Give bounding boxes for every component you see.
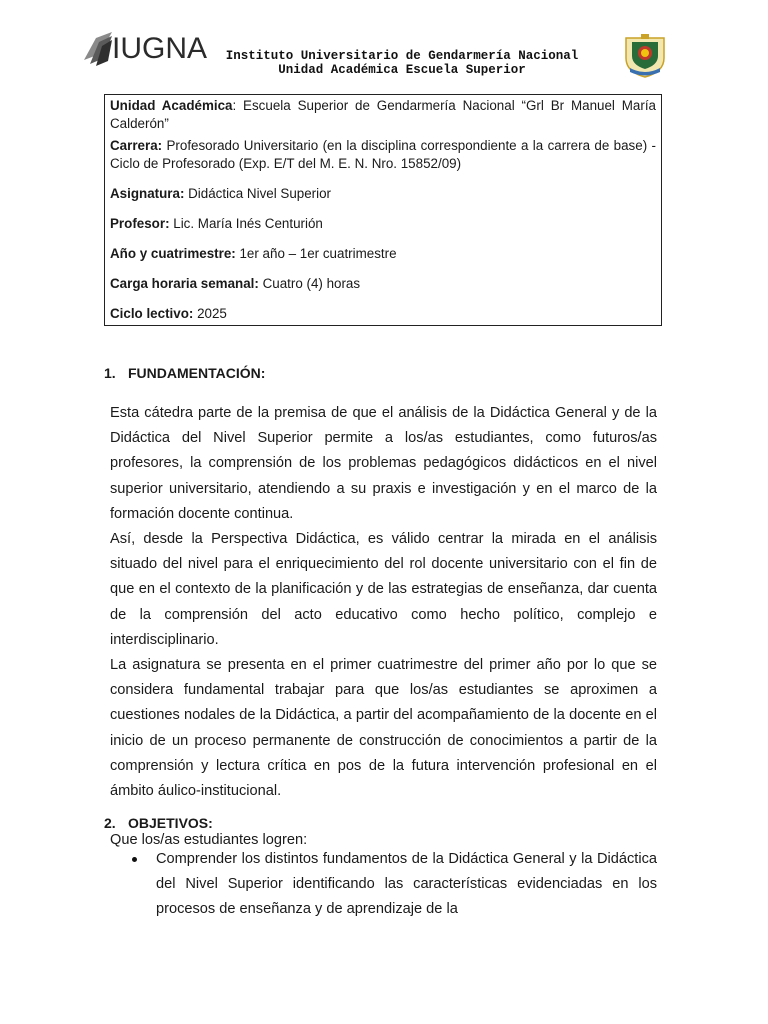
section-heading-fundamentacion: 1. FUNDAMENTACIÓN: xyxy=(104,365,266,381)
list-item: Comprender los distintos fundamentos de la Didáctica General y la Didáctica del Nivel Superior identificando las características evidenciadas en los procesos de enseñanza y de aprendizaje de la xyxy=(130,847,657,923)
paragraph: Así, desde la Perspectiva Didáctica, es válido centrar la mirada en el análisis situado del nivel para el enriquecimiento del rol docente universitario con el fin de que en el contexto de la planificación y de las estrategias de enseñanza, dar cuenta de la comprensión del acto educativo como hecho político, complejo e interdisciplinario. xyxy=(110,531,657,648)
academic-unit-name: Unidad Académica Escuela Superior xyxy=(278,63,526,77)
objetivos-intro: Que los/as estudiantes logren: xyxy=(110,832,308,848)
gendarmeria-seal-icon xyxy=(622,32,668,78)
document-header xyxy=(82,28,672,80)
paragraph: Esta cátedra parte de la premisa de que el análisis de la Didáctica General y de la Didáctica del Nivel Superior permite a los/as estudiantes, como futuros/as profesores, la comprensión de los problemas pedagógicos didácticos en el nivel superior universitario, atendiendo a su praxis e investigación y en el marco de la formación docente continua. xyxy=(110,405,657,522)
info-anio: Año y cuatrimestre: 1er año – 1er cuatrimestre xyxy=(110,246,397,261)
course-info-box xyxy=(104,94,662,326)
bullet-icon xyxy=(132,857,137,862)
info-ciclo: Ciclo lectivo: 2025 xyxy=(110,306,227,321)
book-pages-icon xyxy=(82,28,114,68)
info-unidad: Unidad Académica: Escuela Superior de Gendarmería Nacional “Grl Br Manuel María Calderón” xyxy=(110,98,656,131)
info-asignatura: Asignatura: Didáctica Nivel Superior xyxy=(110,186,332,201)
logo-text: IUGNA xyxy=(112,32,208,65)
info-carrera: Carrera: Profesorado Universitario (en la disciplina correspondiente a la carrera de base) - Ciclo de Profesorado (Exp. E/T del M. E. N. Nro. 15852/09) xyxy=(110,138,656,171)
paragraph: La asignatura se presenta en el primer cuatrimestre del primer año por lo que se considera fundamental trabajar para que los/as estudiantes se aproximen a cuestiones nodales de la Didáctica, a partir del acompañamiento de la docente en el inicio de un proceso permanente de construcción de conocimientos a partir de la comprensión y lectura crítica en pos de la futura intervención profesional en el ámbito áulico-institucional. xyxy=(110,657,657,800)
info-carga: Carga horaria semanal: Cuatro (4) horas xyxy=(110,276,361,291)
institution-name: Instituto Universitario de Gendarmería Nacional xyxy=(225,49,579,63)
info-profesor: Profesor: Lic. María Inés Centurión xyxy=(110,216,323,231)
objetivos-list xyxy=(130,847,657,923)
section-heading-objetivos: 2. OBJETIVOS: xyxy=(104,815,213,831)
iugna-logo xyxy=(82,28,214,70)
fundamentacion-text xyxy=(110,401,657,804)
